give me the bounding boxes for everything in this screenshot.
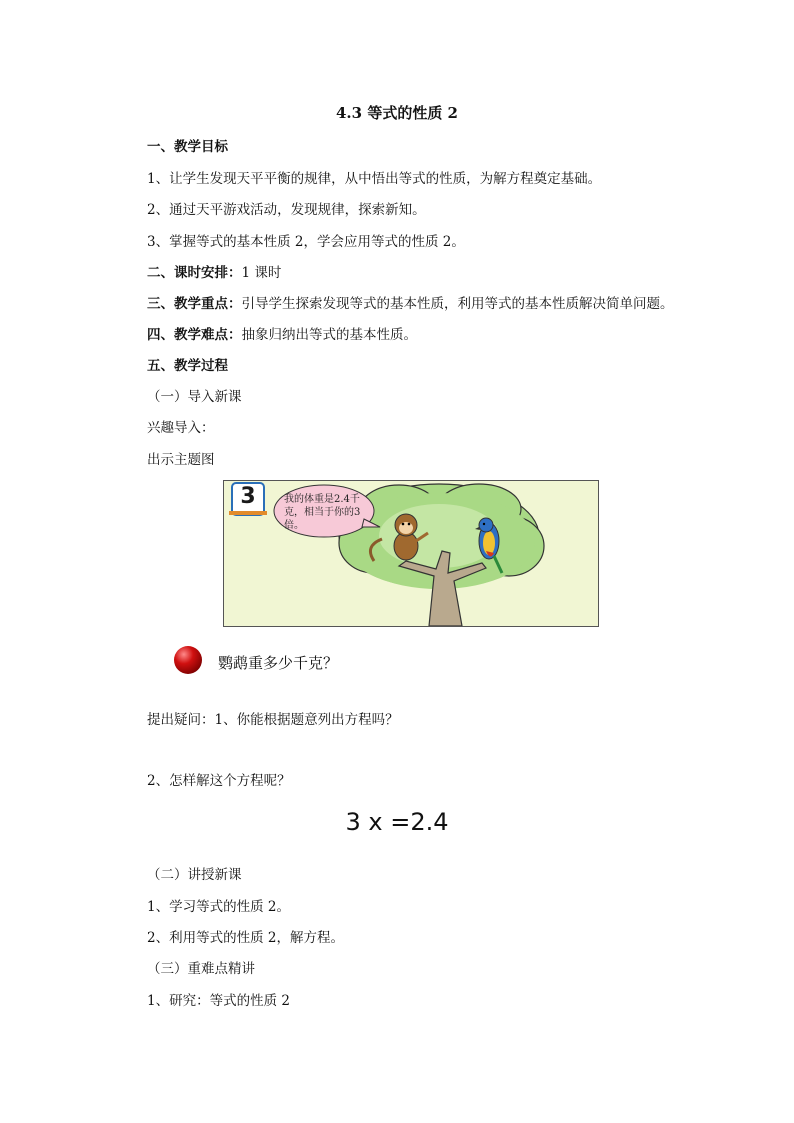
goal-1: 1、让学生发现天平平衡的规律，从中悟出等式的性质，为解方程奠定基础。 bbox=[147, 171, 602, 187]
intro-heading: （一）导入新课 bbox=[147, 389, 242, 405]
illustration-drawing bbox=[224, 481, 598, 626]
key-points-label: 三、教学重点： bbox=[147, 296, 242, 312]
lecture-heading: （二）讲授新课 bbox=[147, 867, 242, 883]
goal-2: 2、通过天平游戏活动，发现规律，探索新知。 bbox=[147, 202, 426, 218]
red-ball-icon bbox=[174, 646, 202, 674]
document-title: 4.3 等式的性质 2 bbox=[336, 104, 458, 122]
difficulty-value: 抽象归纳出等式的基本性质。 bbox=[241, 327, 417, 343]
schedule-line bbox=[147, 261, 281, 281]
interest-intro: 兴趣导入： bbox=[147, 420, 215, 436]
schedule-label: 二、课时安排： bbox=[147, 265, 242, 281]
key-points-value: 引导学生探索发现等式的基本性质，利用等式的基本性质解决简单问题。 bbox=[241, 296, 674, 312]
schedule-value: 1 课时 bbox=[241, 265, 282, 281]
parrot-question: 鹦鹉重多少千克？ bbox=[218, 654, 339, 672]
lecture-item-1: 1、学习等式的性质 2。 bbox=[147, 899, 290, 915]
difficult-item-1: 1、研究：等式的性质 2 bbox=[147, 993, 290, 1009]
lecture-item-2: 2、利用等式的性质 2，解方程。 bbox=[147, 930, 344, 946]
badge-number: 3 bbox=[240, 484, 256, 509]
process-heading: 五、教学过程 bbox=[147, 358, 228, 374]
speech-text: 我的体重是2.4千克，相当于你的3倍。 bbox=[284, 494, 361, 531]
difficulty-line bbox=[147, 323, 417, 343]
difficult-heading: （三）重难点精讲 bbox=[147, 961, 255, 977]
goals-heading: 一、教学目标 bbox=[147, 139, 228, 155]
equation: 3 x =2.4 bbox=[345, 808, 449, 836]
show-picture-label: 出示主题图 bbox=[147, 452, 215, 468]
goal-3: 3、掌握等式的基本性质 2，学会应用等式的性质 2。 bbox=[147, 234, 465, 250]
key-points-line bbox=[147, 292, 674, 312]
difficulty-label: 四、教学难点： bbox=[147, 327, 242, 343]
theme-illustration bbox=[223, 480, 599, 627]
ask-line-2: 2、怎样解这个方程呢？ bbox=[147, 773, 291, 789]
ask-line-1: 提出疑问：1、你能根据题意列出方程吗？ bbox=[147, 712, 399, 728]
